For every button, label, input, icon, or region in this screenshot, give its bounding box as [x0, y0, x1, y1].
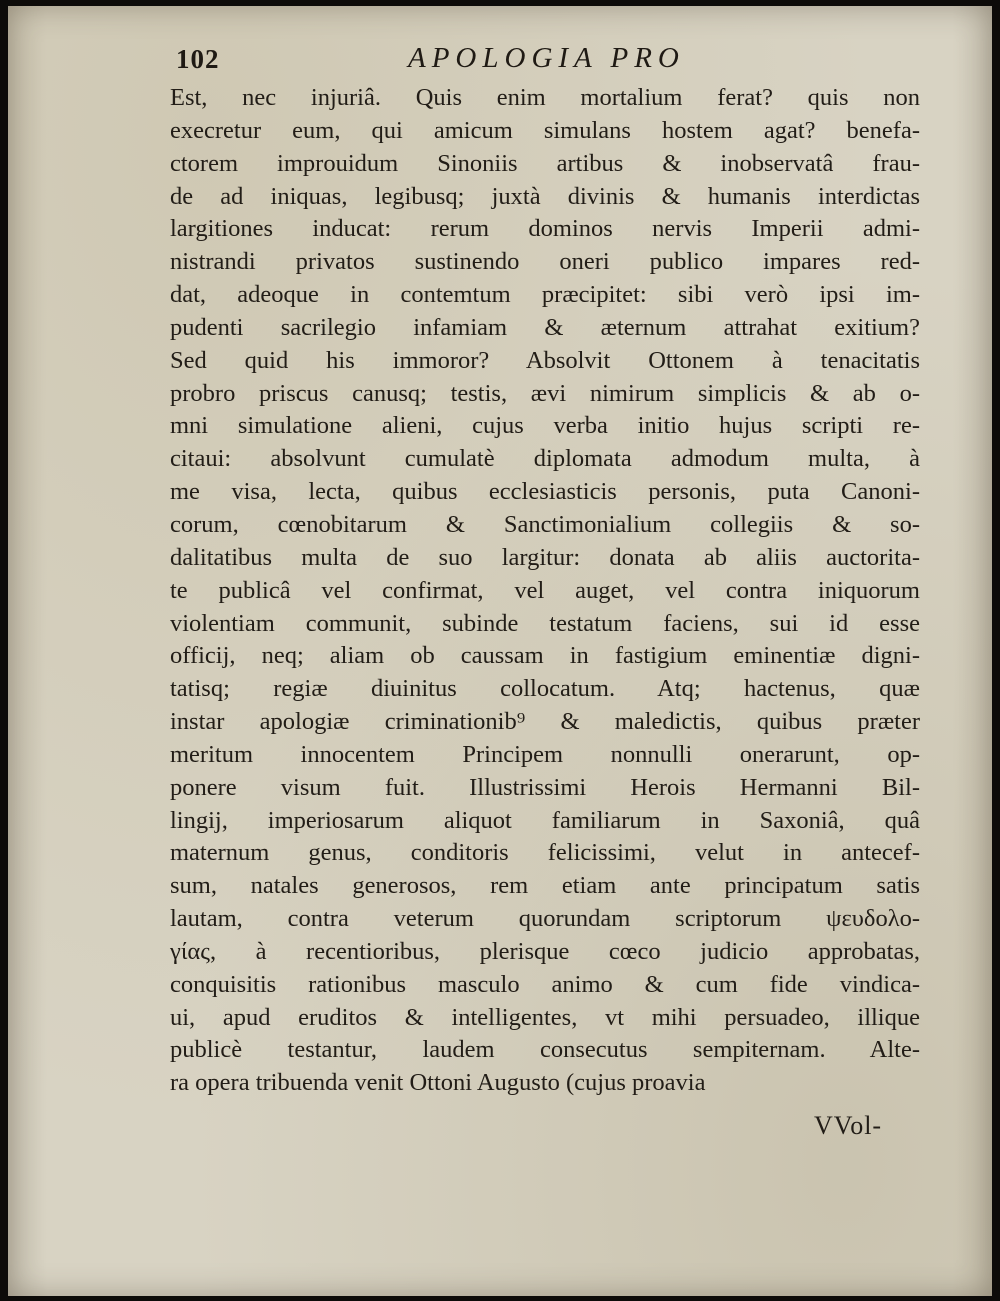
text-line: pudenti sacrilegio infamiam & æternum attrahat exitium? — [170, 313, 920, 341]
text-line: mni simulatione alieni, cujus verba initio hujus scripti re- — [170, 412, 920, 440]
text-line: ui, apud eruditos & intelligentes, vt mihi persuadeo, illique — [170, 1003, 920, 1031]
text-line: de ad iniquas, legibusq; juxtà divinis & humanis interdictas — [170, 182, 920, 210]
page-number: 102 — [176, 44, 220, 74]
text-line: Sed quid his immoror? Absolvit Ottonem à tenacitatis — [170, 346, 920, 374]
text-line: sum, natales generosos, rem etiam ante principatum satis — [170, 872, 920, 900]
text-line: nistrandi privatos sustinendo oneri publico impares red- — [170, 248, 920, 276]
text-line: conquisitis rationibus masculo animo & cum fide vindica- — [170, 970, 920, 998]
text-line: dat, adeoque in contemtum præcipitet: sibi verò ipsi im- — [170, 281, 920, 309]
text-line: maternum genus, conditoris felicissimi, velut in antecef- — [170, 839, 920, 867]
text-line: citaui: absolvunt cumulatè diplomata admodum multa, à — [170, 445, 920, 473]
text-line: ponere visum fuit. Illustrissimi Herois Hermanni Bil- — [170, 773, 920, 801]
text-line: ra opera tribuenda venit Ottoni Augusto (cujus proavia — [170, 1069, 706, 1097]
page-header — [176, 42, 736, 82]
text-line: officij, neq; aliam ob caussam in fastigium eminentiæ digni- — [170, 642, 920, 670]
text-line: publicè testantur, laudem consecutus sempiternam. Alte- — [170, 1036, 920, 1064]
catchword: VVol- — [814, 1111, 883, 1140]
text-line: instar apologiæ criminationib⁹ & maledictis, quibus præter — [170, 708, 920, 736]
book-page — [8, 6, 992, 1296]
text-line: te publicâ vel confirmat, vel auget, vel contra iniquorum — [170, 576, 920, 604]
text-line: tatisq; regiæ diuinitus collocatum. Atq; hactenus, quæ — [170, 675, 920, 703]
text-line: me visa, lecta, quibus ecclesiasticis personis, puta Canoni- — [170, 478, 920, 506]
text-line: Est, nec injuriâ. Quis enim mortalium ferat? quis non — [170, 84, 920, 111]
text-line: lautam, contra veterum quorundam scriptorum ψευδολο- — [170, 905, 920, 933]
text-line: dalitatibus multa de suo largitur: donata ab aliis auctorita- — [170, 543, 920, 571]
text-line: largitiones inducat: rerum dominos nervis Imperii admi- — [170, 215, 920, 243]
running-head: APOLOGIA PRO — [408, 42, 685, 74]
text-line: lingij, imperiosarum aliquot familiarum in Saxoniâ, quâ — [170, 806, 920, 834]
body-text — [170, 82, 920, 1100]
text-line: ctorem improuidum Sinoniis artibus & inobservatâ frau- — [170, 149, 920, 177]
text-line: violentiam communit, subinde testatum faciens, sui id esse — [170, 609, 920, 637]
text-line: corum, cœnobitarum & Sanctimonialium collegiis & so- — [170, 510, 920, 538]
text-line: probro priscus canusq; testis, ævi nimirum simplicis & ab o- — [170, 379, 920, 407]
text-line: execretur eum, qui amicum simulans hostem agat? benefa- — [170, 116, 920, 144]
text-line: meritum innocentem Principem nonnulli onerarunt, op- — [170, 740, 920, 768]
text-line: γίας, à recentioribus, plerisque cœco judicio approbatas, — [170, 937, 920, 965]
